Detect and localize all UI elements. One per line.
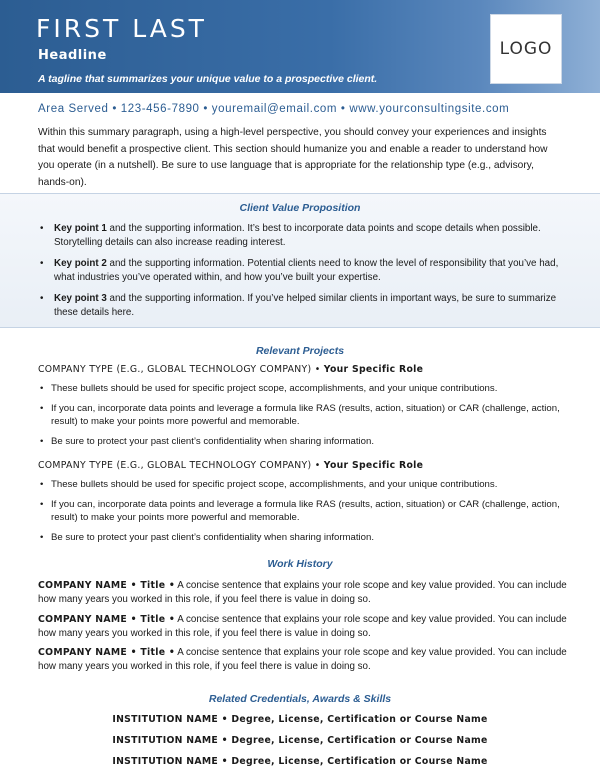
project-bullets — [38, 382, 566, 454]
list-item: • These bullets should be used for specific project scope, accomplishments, and your unique contributions. — [38, 382, 566, 396]
candidate-name: FIRST LAST — [36, 14, 207, 43]
work-history-entry: COMPANY NAME • Title • A concise sentence that explains your role scope and key value provided. You can include how many years you worked in this role, if you feel there is value in doing so. — [38, 580, 567, 605]
credentials-title: Related Credentials, Awards & Skills — [208, 693, 392, 705]
list-item: • Be sure to protect your past client’s confidentiality when sharing information. — [38, 435, 566, 449]
credential-line: INSTITUTION NAME • Degree, License, Certification or Course Name — [112, 714, 488, 725]
value-proposition-title: Client Value Proposition — [239, 202, 361, 214]
work-history-entry: COMPANY NAME • Title • A concise sentence that explains your role scope and key value provided. You can include how many years you worked in this role, if you feel there is value in doing so. — [38, 647, 567, 672]
headline: Headline — [38, 48, 107, 63]
tagline: A tagline that summarizes your unique value to a prospective client. — [38, 73, 378, 85]
list-item: • If you can, incorporate data points and leverage a formula like RAS (results, action, situation) or CAR (challenge, action, result) to make your points more powerful and memorable. — [38, 402, 566, 429]
projects-title: Relevant Projects — [255, 345, 345, 357]
credential-line: INSTITUTION NAME • Degree, License, Certification or Course Name — [112, 756, 488, 767]
contact-line: Area Served • 123-456-7890 • youremail@email.com • www.yourconsultingsite.com — [38, 103, 510, 115]
credential-line: INSTITUTION NAME • Degree, License, Certification or Course Name — [112, 735, 488, 746]
project-company-line: COMPANY TYPE (E.G., GLOBAL TECHNOLOGY COMPANY) • Your Specific Role — [38, 364, 424, 375]
key-point: • Key point 3 and the supporting information. If you’ve helped similar clients in important ways, be sure to summarize these details here. — [38, 292, 566, 320]
project-bullets — [38, 478, 566, 550]
list-item: • These bullets should be used for specific project scope, accomplishments, and your unique contributions. — [38, 478, 566, 492]
list-item: • If you can, incorporate data points and leverage a formula like RAS (results, action, situation) or CAR (challenge, action, result) to make your points more powerful and memorable. — [38, 498, 566, 525]
header-banner — [0, 0, 600, 93]
work-history-title: Work History — [267, 558, 333, 570]
logo-placeholder: LOGO — [490, 14, 562, 84]
project-company-line: COMPANY TYPE (E.G., GLOBAL TECHNOLOGY COMPANY) • Your Specific Role — [38, 460, 424, 471]
list-item: • Be sure to protect your past client’s confidentiality when sharing information. — [38, 531, 566, 545]
work-history-entry: COMPANY NAME • Title • A concise sentence that explains your role scope and key value provided. You can include how many years you worked in this role, if you feel there is value in doing so. — [38, 614, 567, 639]
summary-paragraph: Within this summary paragraph, using a high-level perspective, you should convey your experiences and insights that would benefit a prospective client. This section should humanize you and enable a reader to understand how you operate (in a nutshell). Be sure to use language that is appropriate for the relationship type (e.g., advisory, hands-on). — [38, 127, 548, 188]
key-points-list — [38, 222, 566, 327]
key-point: • Key point 2 and the supporting information. Potential clients need to know the level of responsibility that you’ve had, what industries you’ve operated within, and how you’ve built your expertise. — [38, 257, 566, 285]
key-point: • Key point 1 and the supporting information. It’s best to incorporate data points and scope details when possible. Storytelling details can also increase reading interest. — [38, 222, 566, 250]
